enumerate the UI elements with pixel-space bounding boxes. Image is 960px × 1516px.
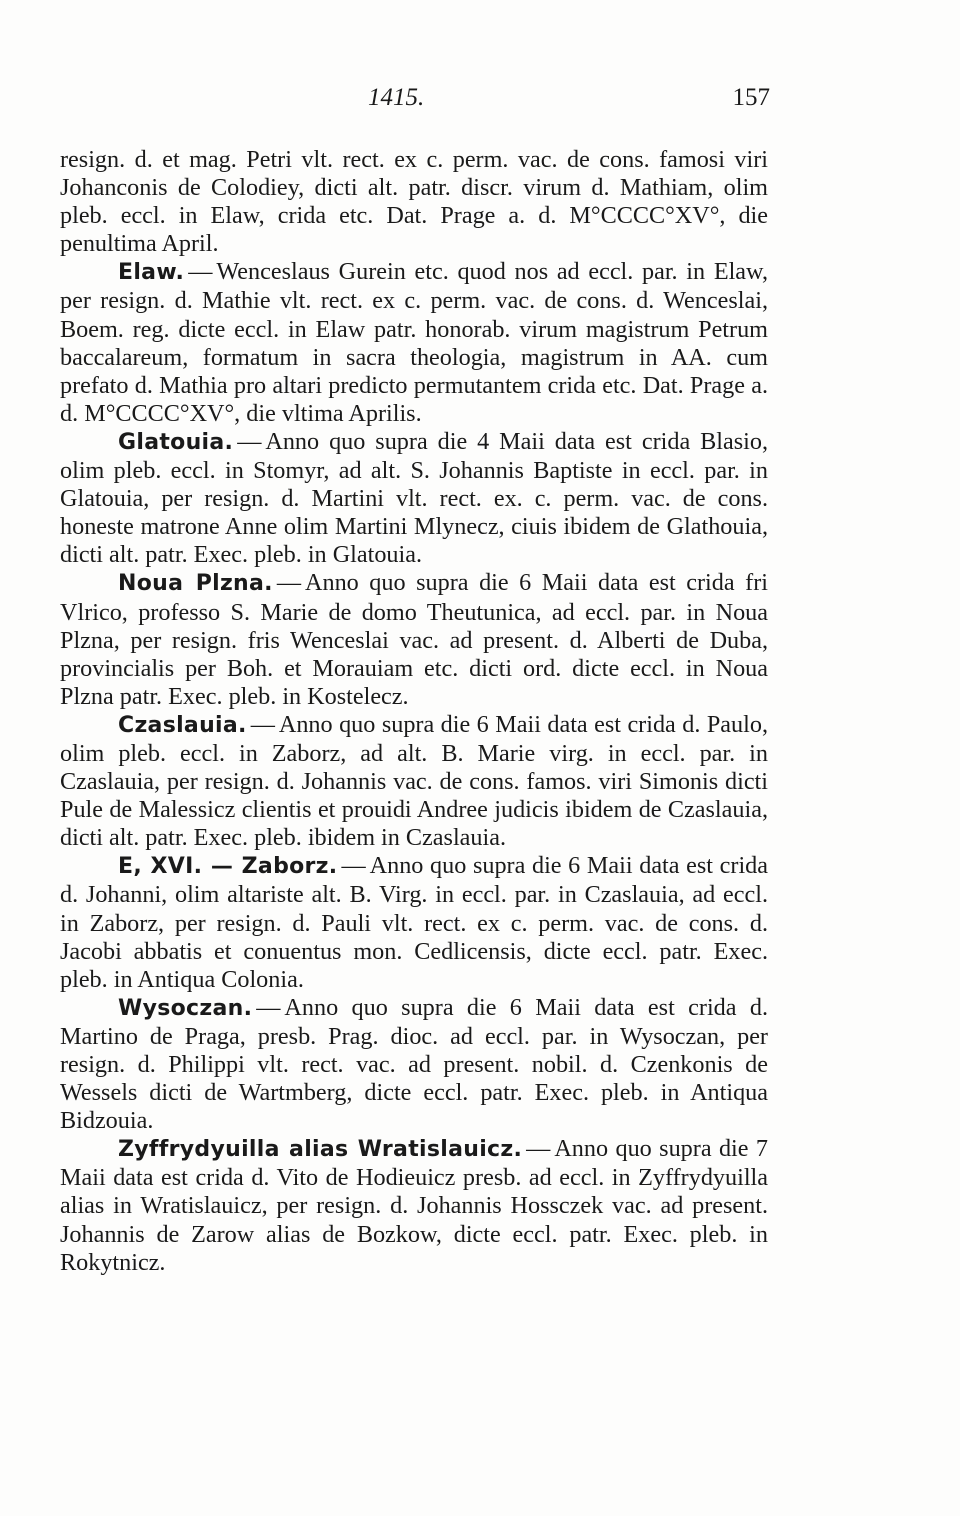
entry-text: Anno quo supra die 4 Maii data est crida Blasio, olim pleb. eccl. in Stomyr, ad alt. S. Johannis Baptiste in eccl. par. in Glatouia, per resign. d. Martini vlt. rect. ex. c. perm. vac. de cons. honeste matrone Anne olim Martini Mlynecz, ciuis ibidem de Glathouia, dicti alt. patr. Exec. pleb. in Glatouia. xyxy=(60,427,768,569)
entry-heading: Czaslauia. xyxy=(118,712,247,738)
body-text xyxy=(60,146,768,1277)
entry-heading: Noua Plzna. xyxy=(118,571,273,597)
entry-text: Anno quo supra die 6 Maii data est crida d. Martino de Praga, presb. Prag. dioc. ad eccl. par. in Wysoczan, per resign. d. Philippi vlt. rect. vac. ad present. nobil. d. Czenkonis de Wessels dicti de Wartmberg, dicte eccl. patr. Exec. pleb. in Antiqua Bidzouia. xyxy=(60,993,768,1135)
entry-czaslauia: Czaslauia. — Anno quo supra die 6 Maii data est crida d. Paulo, olim pleb. eccl. in Zaborz, ad alt. B. Marie virg. in eccl. par. in Czaslauia, per resign. d. Johannis vac. de cons. famos. viri Simonis dicti Pule de Malessicz clientis et prouidi Andree judicis ibidem de Czaslauia, dicti alt. patr. Exec. pleb. ibidem in Czaslauia. xyxy=(60,710,768,852)
entry-heading: E, XVI. — Zaborz. xyxy=(118,854,338,880)
entry-zaborz: E, XVI. — Zaborz. — Anno quo supra die 6 Maii data est crida d. Johanni, olim altariste alt. B. Virg. in eccl. par. in Czaslauia, ad eccl. in Zaborz, per resign. d. Pauli vlt. rect. ex c. perm. vac. de cons. d. Jacobi abbatis et conuentus mon. Cedlicensis, dicte eccl. patr. Exec. pleb. in Antiqua Colonia. xyxy=(60,852,768,993)
entry-heading: Elaw. xyxy=(118,260,185,286)
entry-text: Wenceslaus Gurein etc. quod nos ad eccl. par. in Elaw, per resign. d. Mathie vlt. rect. ex c. perm. vac. de cons. d. Wenceslai, Boem. reg. dicte eccl. in Elaw patr. honorab. virum magistrum Petrum baccalareum, formatum in sacra theologia, magistrum in AA. cum prefato d. Mathia pro altari predicto permutantem crida etc. Dat. Prage a. d. M°CCCC°XV°, die vltima Aprilis. xyxy=(60,258,768,427)
entry-heading: Glatouia. xyxy=(118,429,234,455)
paragraph-continuation xyxy=(60,146,768,258)
entry-heading: Zyffrydyuilla alias Wratislauicz. xyxy=(118,1137,523,1163)
entry-text: Anno quo supra die 6 Maii data est crida d. Johanni, olim altariste alt. B. Virg. in eccl. par. in Czaslauia, ad eccl. in Zaborz, per resign. d. Pauli vlt. rect. ex c. perm. vac. de cons. d. Jacobi abbatis et conuentus mon. Cedlicensis, dicte eccl. patr. Exec. pleb. in Antiqua Colonia. xyxy=(60,852,768,993)
entry-text: Anno quo supra die 6 Maii data est crida fri Vlrico, professo S. Marie de domo Theutunica, ad eccl. par. in Noua Plzna, per resign. fris Wenceslai vac. ad present. d. Alberti de Duba, provincialis per Boh. et Morauiam etc. dicti ord. dicte eccl. in Noua Plzna patr. Exec. pleb. in Kostelecz. xyxy=(60,569,768,710)
entry-wysoczan: Wysoczan. — Anno quo supra die 6 Maii data est crida d. Martino de Praga, presb. Prag. dioc. ad eccl. par. in Wysoczan, per resign. d. Philippi vlt. rect. vac. ad present. nobil. d. Czenkonis de Wessels dicti de Wartmberg, dicte eccl. patr. Exec. pleb. in Antiqua Bidzouia. xyxy=(60,993,768,1135)
entry-glatouia: Glatouia. — Anno quo supra die 4 Maii data est crida Blasio, olim pleb. eccl. in Stomyr, ad alt. S. Johannis Baptiste in eccl. par. in Glatouia, per resign. d. Martini vlt. rect. ex. c. perm. vac. de cons. honeste matrone Anne olim Martini Mlynecz, ciuis ibidem de Glathouia, dicti alt. patr. Exec. pleb. in Glatouia. xyxy=(60,427,768,569)
entry-zyffrydyuilla: Zyffrydyuilla alias Wratislauicz. — Anno quo supra die 7 Maii data est crida d. Vito de Hodieuicz presb. ad eccl. in Zyffrydyuilla alias in Wratislauicz, per resign. d. Johannis Hossczek vac. ad present. Johannis de Zarow alias de Bozkow, dicte eccl. patr. Exec. pleb. in Rokytnicz. xyxy=(60,1135,768,1276)
paragraph-text: resign. d. et mag. Petri vlt. rect. ex c. perm. vac. de cons. famosi viri Johanconis de Colodiey, dicti alt. patr. discr. virum d. Mathiam, olim pleb. eccl. in Elaw, crida etc. Dat. Prage a. d. M°CCCC°XV°, die penultima April. xyxy=(60,146,768,258)
entry-noua-plzna: Noua Plzna. — Anno quo supra die 6 Maii data est crida fri Vlrico, professo S. Marie de domo Theutunica, ad eccl. par. in Noua Plzna, per resign. fris Wenceslai vac. ad present. d. Alberti de Duba, provincialis per Boh. et Morauiam etc. dicti ord. dicte eccl. in Noua Plzna patr. Exec. pleb. in Kostelecz. xyxy=(60,569,768,710)
running-head xyxy=(60,84,770,120)
entry-heading: Wysoczan. xyxy=(118,995,253,1021)
entry-elaw: Elaw. — Wenceslaus Gurein etc. quod nos ad eccl. par. in Elaw, per resign. d. Mathie vlt. rect. ex c. perm. vac. de cons. d. Wenceslai, Boem. reg. dicte eccl. in Elaw patr. honorab. virum magistrum Petrum baccalareum, formatum in sacra theologia, magistrum in AA. cum prefato d. Mathia pro altari predicto permutantem crida etc. Dat. Prage a. d. M°CCCC°XV°, die vltima Aprilis. xyxy=(60,258,768,427)
page-number: 157 xyxy=(732,84,770,111)
entry-text: Anno quo supra die 7 Maii data est crida d. Vito de Hodieuicz presb. ad eccl. in Zyffrydyuilla alias in Wratislauicz, per resign. d. Johannis Hossczek vac. ad present. Johannis de Zarow alias de Bozkow, dicte eccl. patr. Exec. pleb. in Rokytnicz. xyxy=(60,1135,768,1276)
running-head-year: 1415. xyxy=(368,84,425,111)
entry-text: Anno quo supra die 6 Maii data est crida d. Paulo, olim pleb. eccl. in Zaborz, ad alt. B. Marie virg. in eccl. par. in Czaslauia, per resign. d. Johannis vac. de cons. famos. viri Simonis dicti Pule de Malessicz clientis et prouidi Andree judicis ibidem de Czaslauia, dicti alt. patr. Exec. pleb. ibidem in Czaslauia. xyxy=(60,710,768,852)
